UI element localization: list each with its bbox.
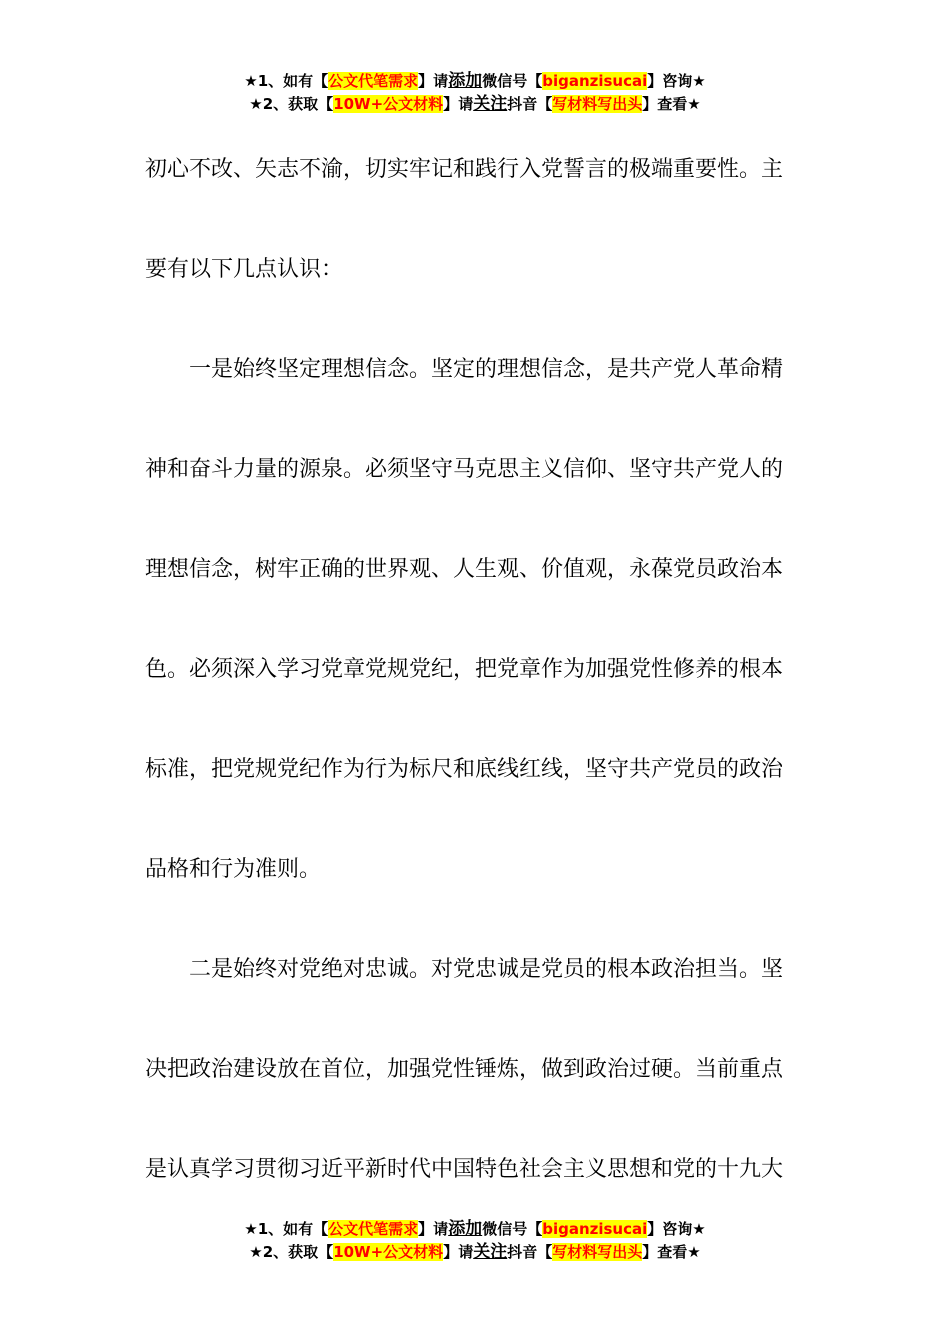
banner-text: 微信号【 — [482, 72, 543, 90]
banner-highlight: 写材料写出头 — [552, 1243, 643, 1261]
banner-text: 】请 — [418, 1220, 449, 1238]
banner-text: 】查看★ — [642, 1243, 701, 1261]
banner-line-2 — [0, 1241, 950, 1264]
banner-highlight: 10W+公文材料 — [333, 1243, 444, 1261]
banner-underlined: 添加 — [448, 1219, 483, 1239]
body-line: 品格和行为准则。 — [145, 857, 322, 882]
banner-text: 】请 — [443, 1243, 474, 1261]
banner-highlight: biganzisucai — [542, 1220, 648, 1238]
banner-highlight: 10W+公文材料 — [333, 95, 444, 113]
banner-text: ★2、获取【 — [249, 95, 334, 113]
body-line: 要有以下几点认识： — [145, 257, 344, 282]
banner-text: 抖音【 — [507, 1243, 553, 1261]
banner-highlight: 公文代笔需求 — [328, 1220, 419, 1238]
body-line: 神和奋斗力量的源泉。必须坚守马克思主义信仰、坚守共产党人的 — [145, 457, 784, 482]
body-line: 初心不改、矢志不渝，切实牢记和践行入党誓言的极端重要性。主 — [145, 157, 784, 182]
banner-text: 】咨询★ — [647, 1220, 706, 1238]
banner-text: 微信号【 — [482, 1220, 543, 1238]
body-line: 决把政治建设放在首位，加强党性锤炼，做到政治过硬。当前重点 — [145, 1057, 784, 1082]
body-line: 一是始终坚定理想信念。坚定的理想信念，是共产党人革命精 — [189, 357, 784, 382]
banner-underlined: 关注 — [473, 94, 508, 114]
body-line: 标准，把党规党纪作为行为标尺和底线红线，坚守共产党员的政治 — [145, 757, 784, 782]
banner-underlined: 关注 — [473, 1242, 508, 1262]
banner-text: 】请 — [443, 95, 474, 113]
banner-highlight: 公文代笔需求 — [328, 72, 419, 90]
banner-text: 抖音【 — [507, 95, 553, 113]
body-line: 是认真学习贯彻习近平新时代中国特色社会主义思想和党的十九大 — [145, 1157, 784, 1182]
banner-line-2 — [0, 93, 950, 116]
banner-text: 】请 — [418, 72, 449, 90]
banner-line-1 — [0, 70, 950, 93]
banner-text: 】咨询★ — [647, 72, 706, 90]
banner-line-1 — [0, 1218, 950, 1241]
banner-text: 】查看★ — [642, 95, 701, 113]
body-line: 理想信念，树牢正确的世界观、人生观、价值观，永葆党员政治本 — [145, 557, 784, 582]
banner-text: ★1、如有【 — [244, 72, 329, 90]
banner-text: ★2、获取【 — [249, 1243, 334, 1261]
footer-banner — [0, 1218, 950, 1264]
banner-text: ★1、如有【 — [244, 1220, 329, 1238]
body-line: 二是始终对党绝对忠诚。对党忠诚是党员的根本政治担当。坚 — [189, 957, 784, 982]
banner-underlined: 添加 — [448, 71, 483, 91]
banner-highlight: 写材料写出头 — [552, 95, 643, 113]
document-body — [145, 120, 810, 1220]
header-banner — [0, 70, 950, 116]
banner-highlight: biganzisucai — [542, 72, 648, 90]
body-line: 色。必须深入学习党章党规党纪，把党章作为加强党性修养的根本 — [145, 657, 784, 682]
